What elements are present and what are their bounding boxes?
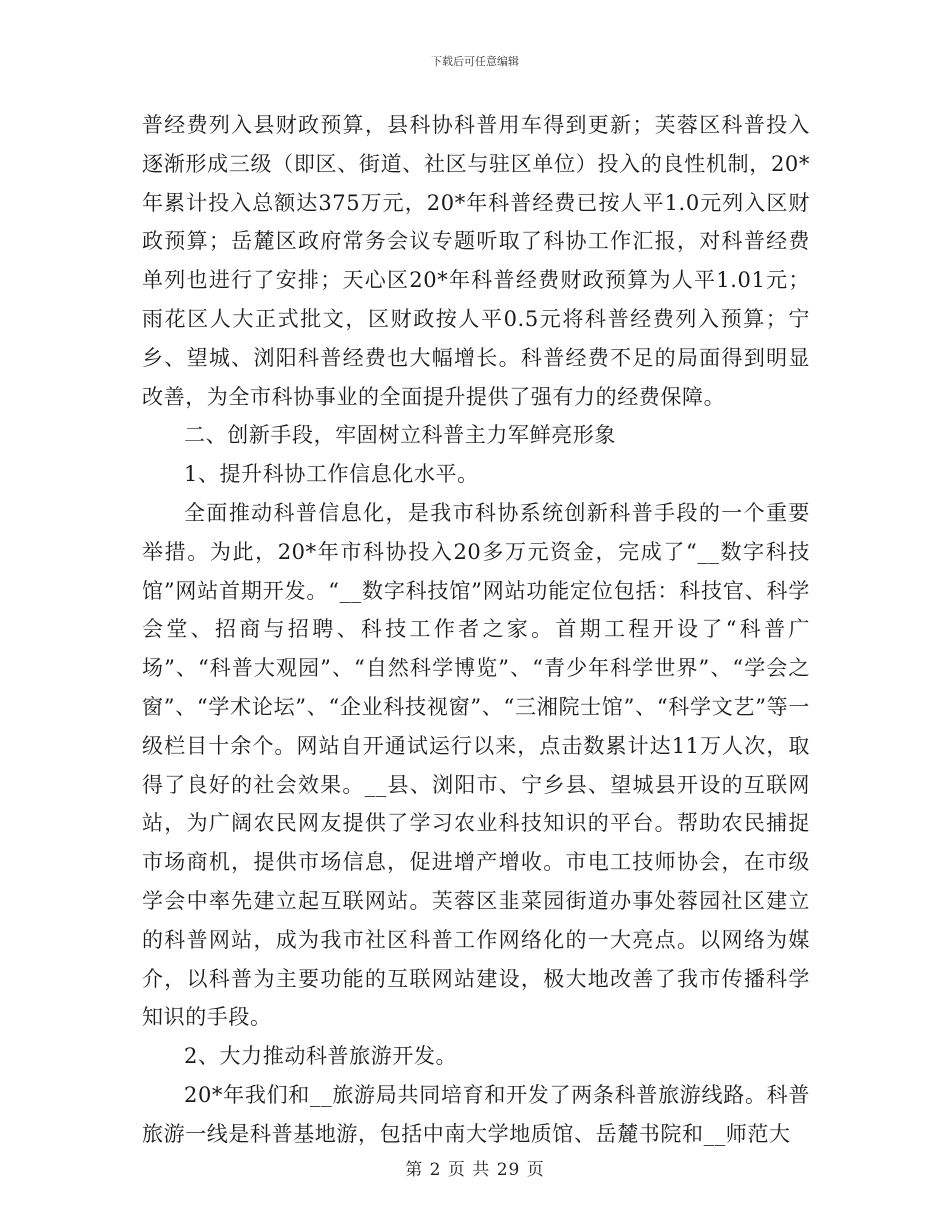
- section-heading-2: 二、创新手段，牢固树立科普主力军鲜亮形象: [184, 423, 616, 448]
- document-body: [142, 106, 810, 1154]
- paragraph-tourism: 20*年我们和__旅游局共同培育和开发了两条科普旅游线路。科普旅游一线是科普基地游，包括中南大学地质馆、岳麓书院和__师范大: [142, 1082, 810, 1146]
- subheading-2: 2、大力推动科普旅游开发。: [184, 1044, 458, 1069]
- paragraph-funding: 普经费列入县财政预算，县科协科普用车得到更新；芙蓉区科普投入逐渐形成三级（即区、街道、社区与驻区单位）投入的良性机制，20*年累计投入总额达375万元，20*年科普经费已按人平1.0元列入区财政预算；岳麓区政府常务会议专题听取了科协工作汇报，对科普经费单列也进行了安排；天心区20*年科普经费财政预算为人平1.01元；雨花区人大正式批文，区财政按人平0.5元将科普经费列入预算；宁乡、望城、浏阳科普经费也大幅增长。科普经费不足的局面得到明显改善，为全市科协事业的全面提升提供了强有力的经费保障。: [142, 113, 810, 409]
- page-footer: 第 2 页 共 29 页: [405, 1160, 545, 1180]
- header-note: 下载后可任意编辑: [431, 55, 519, 68]
- subheading-1: 1、提升科协工作信息化水平。: [184, 462, 479, 487]
- paragraph-informatization: 全面推动科普信息化，是我市科协系统创新科普手段的一个重要举措。为此，20*年市科协投入20多万元资金，完成了“__数字科技馆”网站首期开发。“__数字科技馆”网站功能定位包括：科技官、科学会堂、招商与招聘、科技工作者之家。首期工程开设了“科普广场”、“科普大观园”、“自然科学博览”、“青少年科学世界”、“学会之窗”、“学术论坛”、“企业科技视窗”、“三湘院士馆”、“科学文艺”等一级栏目十余个。网站自开通试运行以来，点击数累计达11万人次，取得了良好的社会效果。__县、浏阳市、宁乡县、望城县开设的互联网站，为广阔农民网友提供了学习农业科技知识的平台。帮助农民捕捉市场商机，提供市场信息，促进增产增收。市电工技师协会，在市级学会中率先建立起互联网站。芙蓉区韭菜园街道办事处蓉园社区建立的科普网站，成为我市社区科普工作网络化的一大亮点。以网络为媒介，以科普为主要功能的互联网站建设，极大地改善了我市传播科学知识的手段。: [142, 500, 810, 1030]
